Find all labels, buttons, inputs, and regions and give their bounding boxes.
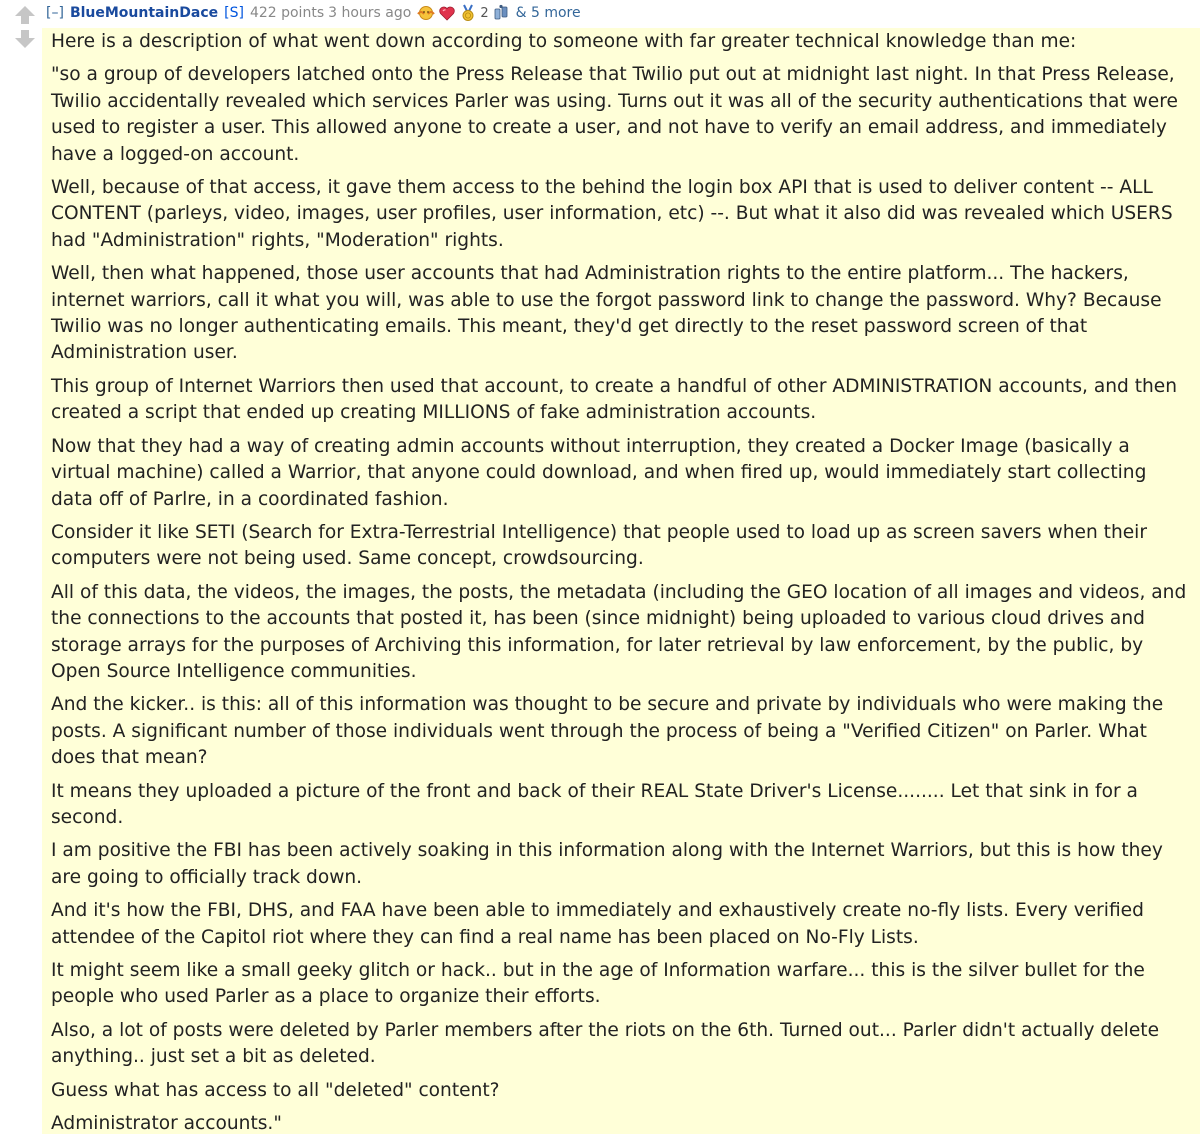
comment-paragraph: Guess what has access to all "deleted" content? [51, 1079, 500, 1101]
comment-points: 422 points [249, 5, 325, 21]
comment-timestamp: 3 hours ago [328, 5, 412, 21]
comment-paragraph: "so a group of developers latched onto the Press Release that Twilio put out at midnight last night. In that Press Release, Twilio accidentally revealed which services Parler was using. Turns out it was all of the security authentications that were used to register a user. This allowed anyone to create a user, and not have to verify an email address, and immediately have a logged-on account. [51, 64, 1178, 165]
hugz-award-icon[interactable] [417, 4, 435, 22]
comment-paragraph: It means they uploaded a picture of the front and back of their REAL State Driver's License........ Let that sink in for a second. [51, 780, 1138, 828]
comment-paragraph: And it's how the FBI, DHS, and FAA have been able to immediately and exhaustively create no-fly lists. Every verified attendee of the Capitol riot where they can find a real name has been placed on No-Fly Lists. [51, 900, 1144, 948]
comment-paragraph: Also, a lot of posts were deleted by Parler members after the riots on the 6th. Turned out... Parler didn't actually delete anything.. just set a bit as deleted. [51, 1019, 1160, 1068]
comment-paragraph: This group of Internet Warriors then used that account, to create a handful of other ADMINISTRATION accounts, and then created a script that ended up creating MILLIONS of fake administration accounts. [51, 375, 1178, 424]
comment-paragraph: And the kicker.. is this: all of this information was thought to be secure and private by individuals who were making the posts. A significant number of those individuals went through the process of being a "Verified Citizen" on Parler. What does that mean? [51, 694, 1164, 769]
comment-paragraph: Well, then what happened, those user accounts that had Administration rights to the entire platform... The hackers, internet warriors, call it what you will, was able to use the forgot password link to change the password. Why? Because Twilio was no longer authenticating emails. This meant, they'd get directly to the reset password screen of that Administration user. [51, 263, 1162, 364]
comment-author[interactable]: BlueMountainDace [69, 5, 219, 21]
upvote-arrow-icon[interactable] [14, 5, 36, 25]
comment-paragraph: It might seem like a small geeky glitch or hack.. but in the age of Information warfare... this is the silver bullet for the people who used Parler as a place to organize their efforts. [51, 960, 1145, 1008]
medal-award-icon[interactable] [459, 4, 477, 22]
downvote-arrow-icon[interactable] [14, 29, 36, 49]
comment-tagline [46, 3, 581, 23]
comment-paragraph: All of this data, the videos, the images, the posts, the metadata (including the GEO location of all images and videos, and the connections to the accounts that posted it, has been (since midnight) being uploaded to various cloud drives and storage arrays for the purposes of Archiving this information, for later retrieval by law enforcement, by the public, by Open Source Intelligence communities. [51, 581, 1187, 682]
vote-column [12, 5, 38, 53]
more-awards-link[interactable]: & 5 more [515, 5, 581, 21]
comment-paragraph: Here is a description of what went down according to someone with far greater technical knowledge than me: [51, 31, 1077, 52]
comment-paragraph: Administrator accounts." [51, 1113, 282, 1134]
comment-paragraph: Now that they had a way of creating admin accounts without interruption, they created a Docker Image (basically a virtual machine) called a Warrior, that anyone could download, and when fired up, would immediately start collecting data off of Parlre, in a coordinated fashion. [51, 435, 1147, 510]
submitter-badge: [S] [224, 5, 244, 21]
heart-award-icon[interactable] [438, 4, 456, 22]
medal-award-count: 2 [480, 5, 489, 21]
cheers-award-icon[interactable] [492, 4, 510, 22]
collapse-toggle[interactable]: [–] [46, 5, 64, 21]
comment-paragraph: I am positive the FBI has been actively soaking in this information along with the Internet Warriors, but this is how they are going to officially track down. [51, 840, 1163, 888]
comment-body [42, 28, 1200, 1134]
comment-paragraph: Consider it like SETI (Search for Extra-Terrestrial Intelligence) that people used to load up as screen savers when their computers were not being used. Same concept, crowdsourcing. [51, 521, 1147, 570]
comment-paragraph: Well, because of that access, it gave them access to the behind the login box API that is used to deliver content -- ALL CONTENT (parleys, video, images, user profiles, user information, etc) --. But what it also did was revealed which USERS had "Administration" rights, "Moderation" rights. [51, 177, 1173, 251]
